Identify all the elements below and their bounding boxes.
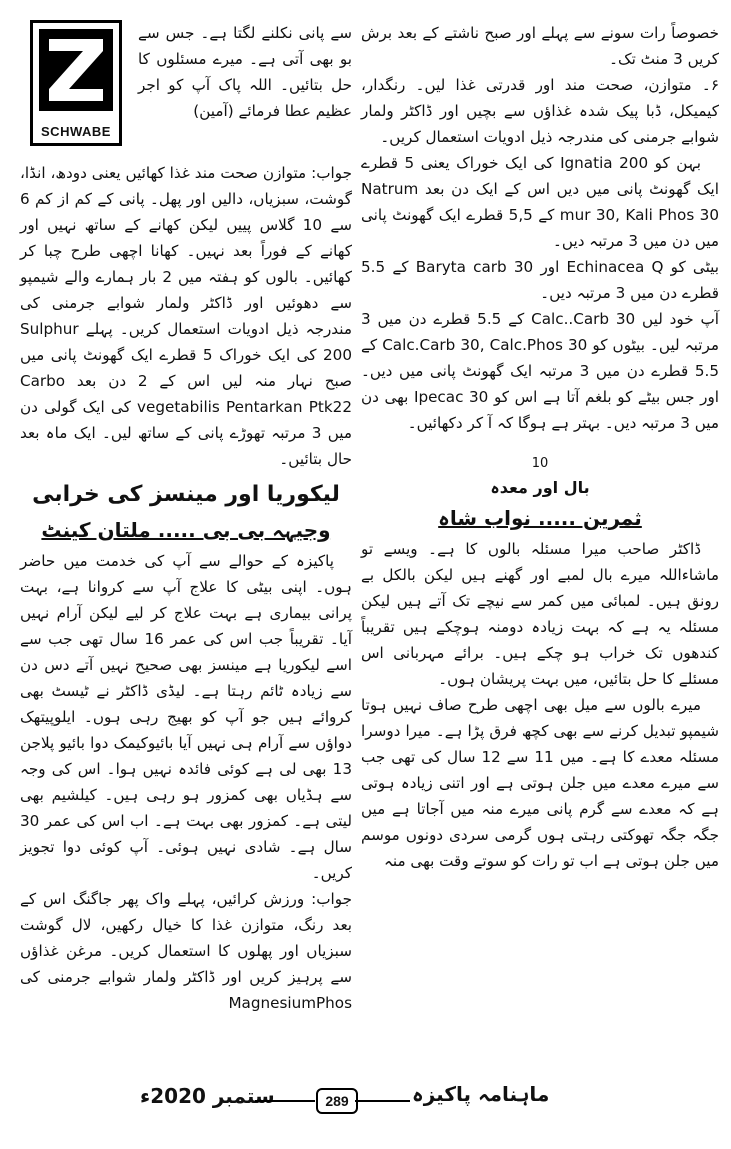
footer-rule: [255, 1100, 315, 1102]
paragraph: جواب: ورزش کرائیں، پہلے واک پھر جاگنگ اس کے بعد رنگ، متوازن غذا کا خیال رکھیں، لال گوشت سبزیاں اور پھلوں کا استعمال کریں۔ مرغن غذاؤں سے پرہیز کریں اور ڈاکٹر ولمار شوابے جرمنی کی MagnesiumPhos: [20, 890, 352, 1012]
paragraph: سے پانی نکلنے لگتا ہے۔ جس سے بو بھی آتی ہے۔ میرے مسئلوں کا حل بتائیں۔ اللہ پاک آپ کو اجر عظیم عطا فرمائے (آمین): [138, 24, 352, 120]
section-title: بال اور معدہ: [490, 478, 590, 497]
magazine-name: ماہنامہ پاکیزہ: [412, 1082, 550, 1106]
letter-signature: ثمرین ..... نواب شاہ: [438, 506, 642, 530]
paragraph: ۶۔ متوازن، صحت مند اور قدرتی غذا لیں۔ رنگدار، کیمیکل، ڈبا پیک شدہ غذاؤں سے بچیں اور ڈاکٹر ولمار شوابے جرمنی کی مندرجہ ذیل ادویات استعمال کریں۔: [361, 76, 719, 146]
issue-date: ستمبر 2020ء: [140, 1084, 275, 1108]
section-title: لیکوریا اور مینسز کی خرابی: [32, 482, 340, 507]
paragraph: پاکیزہ کے حوالے سے آپ کی خدمت میں حاضر ہوں۔ اپنی بیٹی کا علاج آپ سے کروانا ہے، بہت پرانی بیماری ہے بہت علاج کر لیے لیکن آرام نہیں آیا۔ تقریباً جب اس کی عمر 16 سال تھی جب سے اسے لیکوریا ہے مینسز بھی صحیح نہیں آتے دس دن سے زیادہ ٹائم رہتا ہے۔ لیڈی ڈاکٹر نے ٹیسٹ بھی کروائے ہیں جو آپ کو بھیج رہی ہوں۔ ایلوپیتھک دواؤں سے آرام ہی نہیں آیا بائیوکیمک دوا بائیو پلاجن 13 بھی لی ہے کوئی فائدہ نہیں ہوا۔ اس کی وجہ سے ہڈیاں بھی کمزور ہو رہی ہیں۔ کیلشیم بھی لیتی ہے۔ کمزور بھی بہت ہے۔ اب اس کی عمر 30 سال ہے۔ شادی نہیں ہوئی۔ آپ کوئی دوا تجویز کریں۔: [20, 552, 352, 882]
letter-signature: وجیہہ بی بی ..... ملتان کینٹ: [41, 518, 331, 542]
page-number: 289: [316, 1088, 358, 1114]
footer-rule: [355, 1100, 410, 1102]
right-column: [361, 20, 719, 874]
paragraph: ڈاکٹر صاحب میرا مسئلہ بالوں کا ہے۔ ویسے تو ماشاءاللہ میرے بال لمبے اور گھنے ہیں لیکن بالکل بے رونق ہیں۔ لمبائی میں کمر سے نیچے تک آتے ہیں لیکن مسئلہ یہ ہے کہ بہت زیادہ دومنہ ہوچکے ہیں تقریباً کندھوں تک خراب ہو چکے ہیں۔ برائے مہربانی اس مسئلے کا حل بتائیں، میں بہت پریشان ہوں۔: [361, 540, 719, 688]
page-footer: [0, 1082, 731, 1122]
paragraph: آپ خود لیں Calc..Carb 30 کے 5.5 قطرے دن میں 3 مرتبہ لیں۔ بیٹوں کو Calc.Carb 30, Calc.Phos 30 کے 5.5 قطرے دن میں 3 مرتبہ ایک گھونٹ پانی میں دیں۔ اور جس بیٹے کو بلغم آتا ہے اس کو Ipecac 30 بھی دن میں 3 مرتبہ دیں۔ بہتر ہے ہوگا کہ آ کر دکھائیں۔: [361, 310, 719, 432]
left-column: [20, 20, 352, 1016]
paragraph: بہن کو Ignatia 200 کی ایک خوراک یعنی 5 قطرے ایک گھونٹ پانی میں دیں اس کے ایک دن بعد Natrum mur 30, Kali Phos 30 کے 5,5 قطرے ایک گھونٹ پانی میں دن میں 3 مرتبہ دیں۔: [361, 154, 719, 250]
paragraph: میرے بالوں سے میل بھی اچھی طرح صاف نہیں ہوتا شیمپو تبدیل کرنے سے بھی کچھ فرق پڑا ہے۔ میرا دوسرا مسئلہ معدے کا ہے۔ میں 11 سے 12 سال کی تھی جب سے میرے معدے میں جلن ہوتی ہے اور اتنی زیادہ ہوتی ہے کہ معدے سے گرم پانی میرے منہ میں آجاتا ہے میں جگہ جگہ تھوکتی رہتی ہوں گرمی سردی دونوں موسم میں جلن ہوتی ہے اب تو رات کو سوتے وقت بھی منہ: [361, 696, 720, 870]
paragraph: جواب: متوازن صحت مند غذا کھائیں یعنی دودھ، انڈا، گوشت، سبزیاں، دالیں اور پھل۔ پانی کے کم از کم 6 سے 10 گلاس پییں لیکن کھانے کے ساتھ نہیں اور کھانے کے فوراً بعد نہیں۔ کھانا اچھی طرح چبا کر کھائیں۔ بالوں کو ہفتہ میں 2 بار ہمارے والے شیمپو سے دھوئیں اور ڈاکٹر ولمار شوابے جرمنی کی مندرجہ ذیل ادویات استعمال کریں۔ پہلے Sulphur 200 کی ایک خوراک 5 قطرے ایک گھونٹ پانی میں صبح نہار منہ لیں اس کے 2 دن بعد Carbo vegetabilis Pentarkan Ptk22 کی ایک گولی دن میں 3 مرتبہ تھوڑے پانی کے ساتھ لیں۔ ایک ماہ بعد حال بتائیں۔: [20, 164, 352, 468]
schwabe-logo-text: SCHWABE: [41, 124, 111, 139]
section-number: 10: [531, 456, 549, 471]
paragraph: بیٹی کو Echinacea Q اور Baryta carb 30 کے 5.5 قطرے دن میں 3 مرتبہ دیں۔: [361, 258, 719, 302]
logo-spacer: [20, 20, 132, 160]
paragraph: خصوصاً رات سونے سے پہلے اور صبح ناشتے کے بعد برش کریں 3 منٹ تک۔: [361, 24, 719, 68]
